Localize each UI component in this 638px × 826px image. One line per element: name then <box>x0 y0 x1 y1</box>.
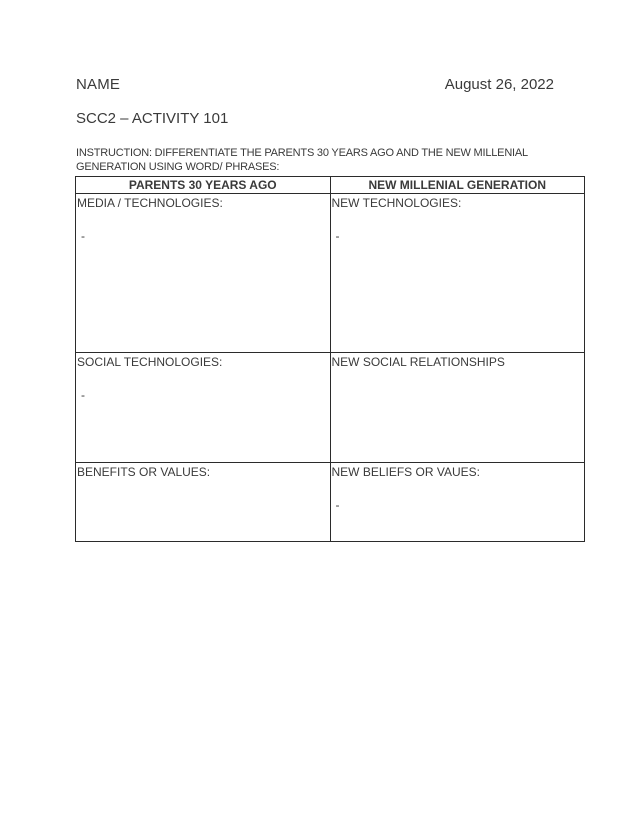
column-header-millenial: NEW MILLENIAL GENERATION <box>330 177 585 194</box>
table-row <box>76 463 585 542</box>
cell-title: NEW SOCIAL RELATIONSHIPS <box>331 355 505 369</box>
name-label: NAME <box>76 76 121 93</box>
cell-title: MEDIA / TECHNOLOGIES: <box>77 196 223 210</box>
cell-media-technologies[interactable] <box>76 194 331 353</box>
activity-title: SCC2 – ACTIVITY 101 <box>76 110 229 127</box>
cell-social-technologies[interactable] <box>76 353 331 463</box>
column-header-parents: PARENTS 30 YEARS AGO <box>76 177 331 194</box>
answer-entry: - <box>81 229 85 243</box>
answer-entry: - <box>81 388 85 402</box>
cell-title: NEW TECHNOLOGIES: <box>331 196 462 210</box>
cell-new-social-relationships[interactable] <box>330 353 585 463</box>
instruction-text: INSTRUCTION: DIFFERENTIATE THE PARENTS 30 YEARS AGO AND THE NEW MILLENIAL GENERATION USING WORD/ PHRASES: <box>76 147 528 173</box>
cell-new-beliefs[interactable] <box>330 463 585 542</box>
cell-title: SOCIAL TECHNOLOGIES: <box>77 355 223 369</box>
date-text: August 26, 2022 <box>444 76 554 93</box>
table-header-row <box>76 177 585 194</box>
cell-new-technologies[interactable] <box>330 194 585 353</box>
table-row <box>76 353 585 463</box>
cell-title: BENEFITS OR VALUES: <box>77 465 211 479</box>
cell-benefits-values[interactable] <box>76 463 331 542</box>
cell-title: NEW BELIEFS OR VAUES: <box>331 465 480 479</box>
table-row <box>76 194 585 353</box>
comparison-table <box>75 176 585 542</box>
answer-entry: - <box>335 229 340 243</box>
answer-entry: - <box>335 498 340 512</box>
